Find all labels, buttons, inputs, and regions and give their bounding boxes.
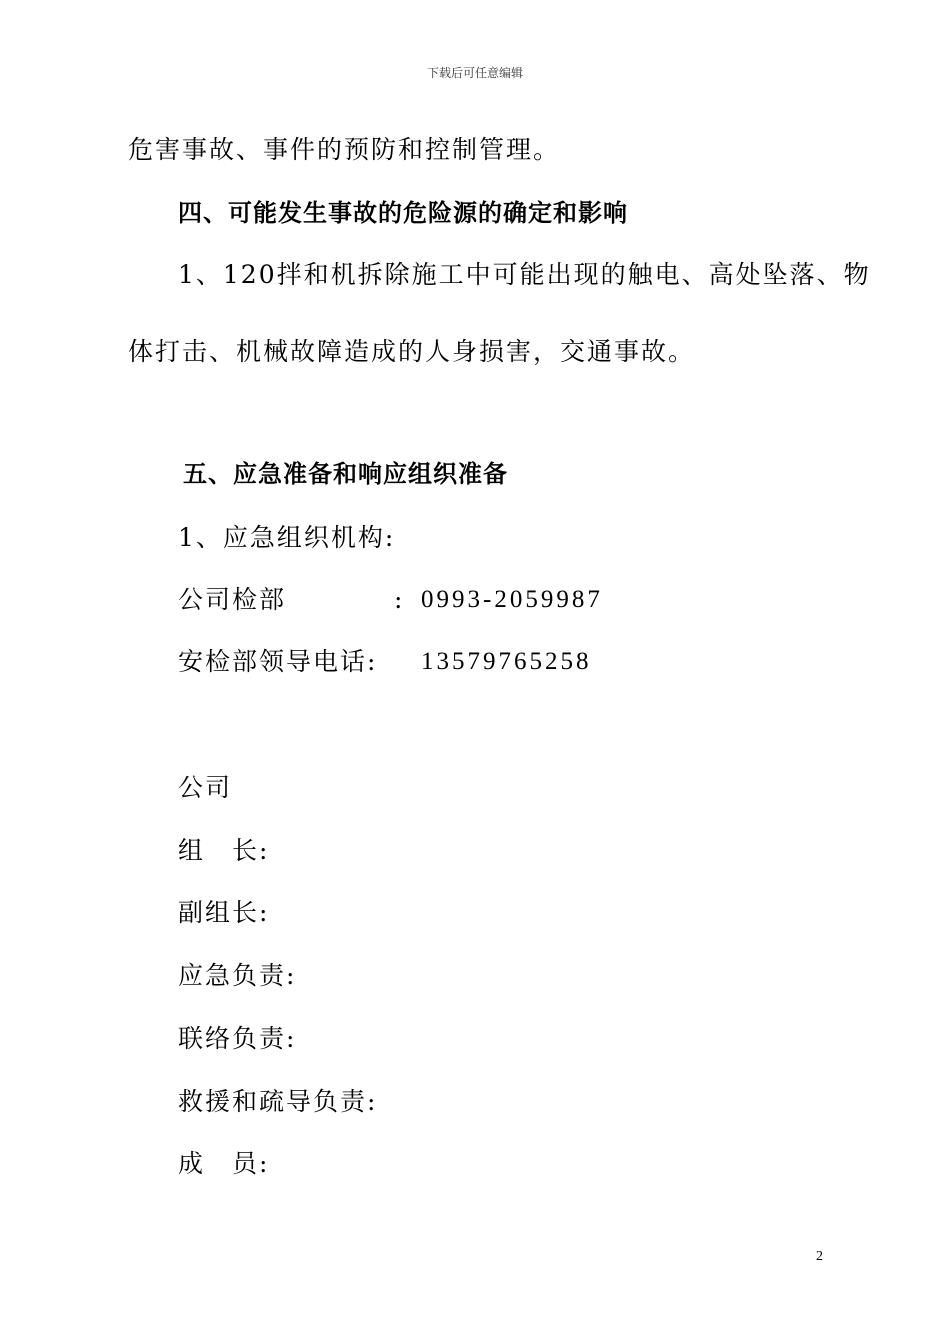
role-emergency: 应急负责: bbox=[178, 961, 297, 990]
contact-label-leader: 安检部领导电话: bbox=[178, 647, 378, 676]
role-members: 成 员: bbox=[178, 1149, 270, 1178]
contact-label-company: 公司检部 bbox=[178, 585, 287, 614]
contact-value-leader-phone: 13579765258 bbox=[421, 648, 592, 675]
section-5-heading: 五、应急准备和响应组织准备 bbox=[183, 460, 508, 488]
page-header: 下载后可任意编辑 bbox=[426, 66, 523, 80]
role-liaison: 联络负责: bbox=[178, 1024, 297, 1053]
paragraph-continuation: 危害事故、事件的预防和控制管理。 bbox=[128, 135, 561, 164]
role-leader: 组 长: bbox=[178, 836, 270, 865]
section-4-item-1-line-1: 1、120拌和机拆除施工中可能出现的触电、高处坠落、物 bbox=[178, 260, 871, 289]
section-4-heading: 四、可能发生事故的危险源的确定和影响 bbox=[178, 199, 628, 227]
section-4-item-1-line-2: 体打击、机械故障造成的人身损害，交通事故。 bbox=[128, 337, 696, 366]
org-title: 公司 bbox=[178, 773, 233, 802]
section-5-item-1: 1、应急组织机构: bbox=[178, 523, 396, 552]
contact-separator: : bbox=[394, 585, 405, 614]
role-rescue: 救援和疏导负责: bbox=[178, 1087, 378, 1116]
page-number: 2 bbox=[816, 1249, 823, 1264]
role-deputy-leader: 副组长: bbox=[178, 898, 270, 927]
contact-value-company-phone: 0993-2059987 bbox=[421, 586, 603, 613]
